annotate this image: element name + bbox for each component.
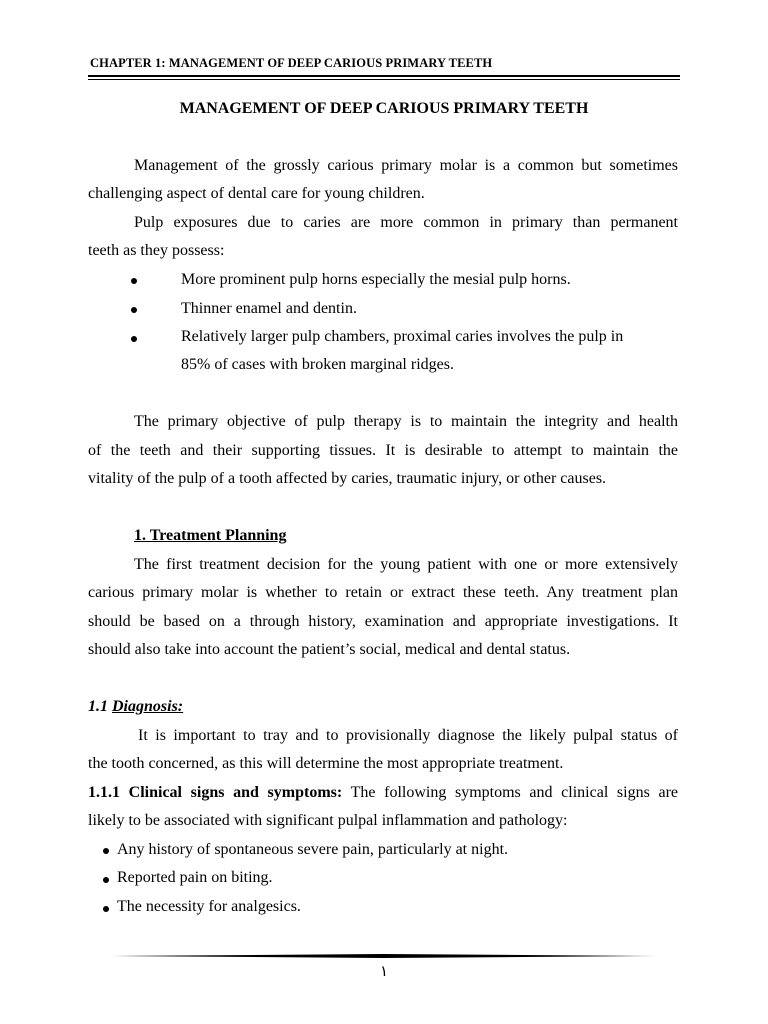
bullet-icon	[103, 906, 109, 912]
running-head: CHAPTER 1: MANAGEMENT OF DEEP CARIOUS PRIMARY TEETH	[90, 56, 493, 70]
paragraph-line: should also take into account the patient’s social, medical and dental status.	[88, 641, 571, 658]
sub-subsection-heading: 1.1.1 Clinical signs and symptoms:	[88, 784, 343, 801]
subsection-heading	[88, 698, 183, 716]
header-rule-thin	[88, 79, 680, 80]
paragraph-line	[88, 784, 678, 802]
paragraph-line: It is important to tray and to provisionally diagnose the likely pulpal status of	[138, 727, 678, 744]
paragraph-line: The primary objective of pulp therapy is to maintain the integrity and health	[134, 413, 678, 430]
bullet-icon	[103, 877, 109, 883]
paragraph-line: carious primary molar is whether to retain or extract these teeth. Any treatment plan	[88, 584, 678, 601]
bullet-icon	[131, 307, 137, 313]
page-number: ١	[379, 964, 389, 980]
paragraph-line: teeth as they possess:	[88, 242, 225, 259]
list-item: Any history of spontaneous severe pain, particularly at night.	[117, 841, 509, 858]
paragraph-line: vitality of the pulp of a tooth affected by caries, traumatic injury, or other causes.	[88, 470, 607, 487]
subsection-title: Diagnosis:	[112, 698, 184, 715]
list-item: Reported pain on biting.	[117, 869, 273, 886]
paragraph-line: Pulp exposures due to caries are more common in primary than permanent	[134, 214, 678, 231]
list-item: The necessity for analgesics.	[117, 898, 301, 915]
paragraph-text: The following symptoms and clinical signs are	[342, 784, 679, 801]
page-title: MANAGEMENT OF DEEP CARIOUS PRIMARY TEETH	[179, 100, 589, 117]
list-item: Thinner enamel and dentin.	[181, 300, 357, 317]
paragraph-line: should be based on a through history, examination and appropriate investigations. It	[88, 613, 678, 630]
bullet-icon	[131, 278, 137, 284]
header-rule	[88, 75, 680, 77]
section-heading: 1. Treatment Planning	[134, 527, 287, 544]
paragraph-line: Management of the grossly carious primary molar is a common but sometimes	[134, 157, 678, 174]
paragraph-line: challenging aspect of dental care for young children.	[88, 185, 425, 202]
list-item: Relatively larger pulp chambers, proximal caries involves the pulp in	[181, 328, 624, 345]
paragraph-line: likely to be associated with significant pulpal inflammation and pathology:	[88, 812, 568, 829]
bullet-icon	[103, 848, 109, 854]
bullet-icon	[131, 336, 137, 342]
paragraph-line: of the teeth and their supporting tissues. It is desirable to attempt to maintain the	[88, 442, 678, 459]
list-item-continuation: 85% of cases with broken marginal ridges.	[181, 356, 454, 373]
paragraph-line: the tooth concerned, as this will determine the most appropriate treatment.	[88, 755, 564, 772]
subsection-number: 1.1	[88, 698, 112, 715]
list-item: More prominent pulp horns especially the mesial pulp horns.	[181, 271, 571, 288]
paragraph-line: The first treatment decision for the young patient with one or more extensively	[134, 556, 678, 573]
footer-rule	[112, 954, 656, 958]
